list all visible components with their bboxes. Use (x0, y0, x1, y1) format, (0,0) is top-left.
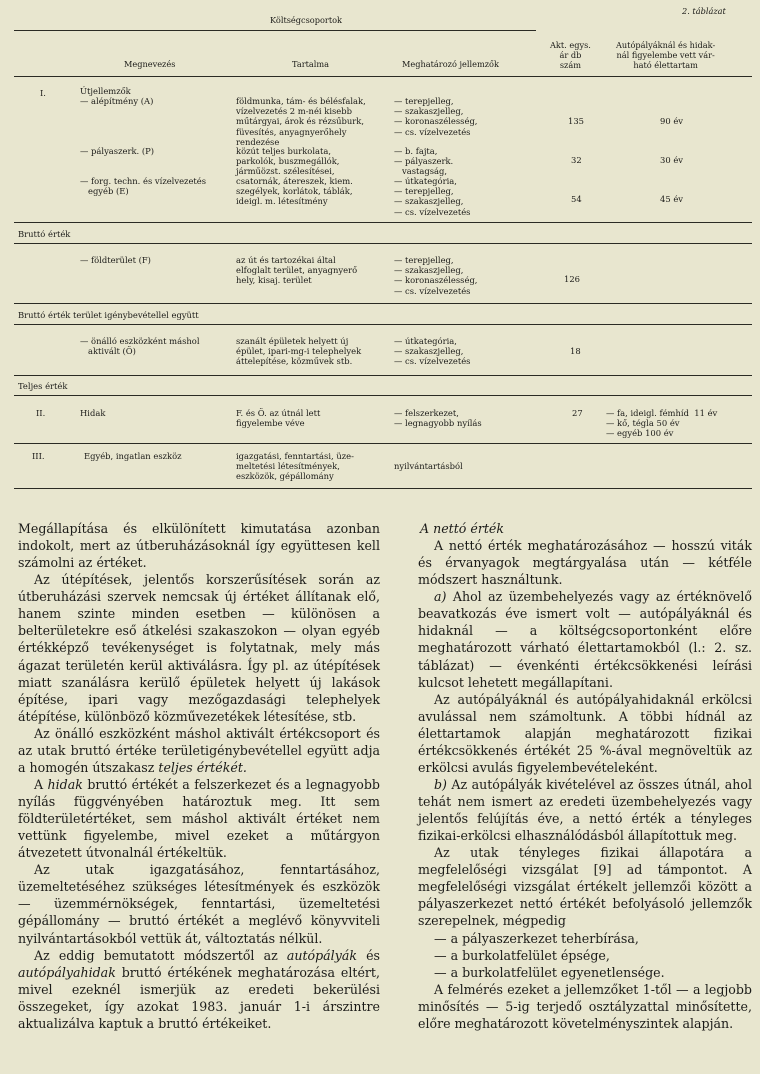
row-o-name: — önálló eszközként máshol aktivált (Ö) (80, 336, 200, 357)
right-paragraph-1: A nettó érték meghatározásához — hosszú viták és érvanyagok megtárgyalása után — kétféle módszert használtunk. (418, 538, 752, 588)
row-p-lifetime: 30 év (660, 155, 684, 165)
roman-numeral-3: III. (32, 451, 45, 461)
right-text-column (418, 520, 752, 1032)
left-paragraph-5: Az utak igazgatásához, fenntartásához, üzemeltetéséhez szükséges létesítmények és eszközök — üzemmérnökségek, fenntartási, üzemeltetési gépállomány — bruttó értékét a meglévő könyvviteli nyilvántartásokból vettük át, változtatás nélkül. (18, 862, 380, 946)
right-paragraph-2 (418, 588, 752, 690)
row-f-count: 126 (564, 274, 580, 284)
row-f-content: az út és tartozékai által elfoglalt terület, anyagnyerő hely, kisaj. terület (236, 255, 358, 286)
row-o-content: szanált épületek helyett új épület, ipari-mg-i telephelyek áttelepítése, közművek stb. (236, 336, 362, 367)
row-label-utjellemzok: Útjellemzők (80, 86, 131, 96)
row-iii-name: Egyéb, ingatlan eszköz (84, 451, 182, 461)
list-item: — a burkolatfelület egyenetlensége. (434, 964, 665, 980)
right-paragraph-2-text: Ahol az üzembehelyezés vagy az értéknövelő beavatkozás éve ismert volt — autópályáknál és hidaknál — a költségcsoportonként előre meghatározott várható élettartamokból (l.: 2. sz. táblázat) — évenkénti értékcsökkenési leírási kulcsot lehetett megállapítani. (418, 589, 752, 690)
row-p-determinants: — b. fajta, — pályaszerk. vastagság, (394, 146, 454, 177)
rule-after-teljes (14, 395, 752, 396)
left-paragraph-3-text: Az önálló eszközként máshol aktivált értékcsoport és az utak bruttó értéke területigénybevétellel együtt adja a homogén útszakasz (18, 725, 380, 775)
row-a-count: 135 (568, 116, 584, 126)
header-col-name: Megnevezés (124, 59, 176, 69)
row-o-determinants: — útkategória, — szakaszjelleg, — cs. vízelvezetés (394, 336, 471, 367)
row-ii-count: 27 (572, 408, 583, 418)
left-paragraph-4-text: bruttó értékét a felszerkezet és a legnagyobb nyílás függvényében határoztuk meg. Itt sem földterületértéket, sem máshol aktivált értéket nem vettünk figyelembe, mivel ezeket a műtárgyon átvezetett útvonalnál értékeltük. (18, 776, 380, 861)
rule-after-brutto (14, 243, 752, 244)
rule-before-teljes (14, 375, 752, 376)
table-bottom-rule (14, 488, 752, 489)
left-paragraph-6-start: Az eddig bemutatott módszertől az (34, 947, 287, 963)
list-item: — a burkolatfelület épsége, (434, 947, 610, 963)
row-p-count: 32 (571, 155, 582, 165)
section-teljes-ertek: Teljes érték (18, 381, 68, 391)
section-title-netto-ertek: A nettó érték (420, 521, 504, 536)
header-bottom-rule (14, 76, 752, 77)
row-e-count: 54 (571, 194, 582, 204)
rule-before-brutto-terulet (14, 303, 752, 304)
right-paragraph-6: A felmérés ezeket a jellemzőket 1-től — a legjobb minősítés — 5-ig terjedő osztályzattal minősítette, előre meghatározott követelményszintek alapján. (418, 981, 752, 1031)
header-col-lifetime: Autópályáknál és hidak- nál figyelembe vett vár- ható élettartam (616, 40, 716, 71)
left-paragraph-4-emphasis: hidak (47, 776, 83, 792)
row-e-name: — forg. techn. és vízelvezetés egyéb (E) (80, 176, 207, 197)
section-brutto-ertek-terulet: Bruttó érték terület igénybevétellel együtt (18, 310, 199, 320)
right-paragraph-5: Az utak tényleges fizikai állapotára a megfelelőségi vizsgálat [9] ad támpontot. A megfelelőségi vizsgálat értékelt jellemzői között a pályaszerkezet nettó értékét befolyásoló jellemzők szerepelnek, mégpedig (418, 845, 752, 929)
row-o-count: 18 (570, 346, 581, 356)
left-paragraph-6 (18, 947, 380, 1032)
section-brutto-ertek: Bruttó érték (18, 229, 71, 239)
left-paragraph-3 (18, 725, 380, 776)
row-iii-determinants: nyilvántartásból (394, 461, 463, 471)
row-ii-lifetime: — fa, ideigl. fémhíd 11 év — kő, tégla 50 év — egyéb 100 év (606, 408, 718, 439)
row-e-determinants: — útkategória, — terepjelleg, — szakaszjelleg, — cs. vízelvezetés (394, 176, 471, 217)
row-f-name: — földterület (F) (80, 255, 151, 265)
row-p-content: közút teljes burkolata, parkolók, buszmegállók, járműözst. szélesítései, (236, 146, 340, 177)
header-col-determinant: Meghatározó jellemzők (402, 59, 499, 69)
header-col-count: Akt. egys. ár db szám (550, 40, 591, 71)
row-ii-determinants: — felszerkezet, — legnagyobb nyílás (394, 408, 482, 429)
row-a-lifetime: 90 év (660, 116, 684, 126)
rule-after-brutto-terulet (14, 324, 752, 325)
header-col-content: Tartalma (292, 59, 330, 69)
row-e-content: csatornák, átereszek, kiem. szegélyek, korlátok, táblák, ideigl. m. létesítmény (236, 176, 353, 207)
roman-numeral-1: I. (40, 88, 46, 98)
left-paragraph-6-emphasis-1: autópályák (286, 947, 357, 963)
right-paragraph-4-text: Az autópályák kivételével az összes útnál, ahol tehát nem ismert az eredeti üzembehelyezés vagy jelentős felújítás éve, a nettó érték a tényleges fizikai-erkölcsi elhasználódásból állapítottuk meg. (418, 776, 752, 844)
left-paragraph-3-emphasis: teljes értékét. (158, 759, 247, 775)
row-ii-content: F. és Ö. az útnál lett figyelembe véve (236, 408, 321, 429)
row-p-name: — pályaszerk. (P) (80, 146, 155, 156)
row-f-determinants: — terepjelleg, — szakaszjelleg, — koronaszélesség, — cs. vízelvezetés (394, 255, 478, 296)
row-iii-content: igazgatási, fenntartási, üze- meltetési létesítmények, eszközök, gépállomány (236, 451, 354, 482)
row-a-determinants: — terepjelleg, — szakaszjelleg, — koronaszélesség, — cs. vízelvezetés (394, 96, 478, 137)
header-top-rule (14, 30, 536, 31)
roman-numeral-2: II. (36, 408, 46, 418)
right-paragraph-4 (418, 776, 752, 844)
left-paragraph-6-middle: és (356, 947, 380, 963)
list-item: — a pályaszerkezet teherbírása, (434, 930, 639, 946)
rule-before-iii (14, 443, 752, 444)
cost-group-table (14, 0, 752, 508)
left-text-column (18, 520, 380, 1032)
table-number: 2. táblázat (682, 6, 726, 16)
left-paragraph-4-start: A (34, 776, 48, 792)
row-e-lifetime: 45 év (660, 194, 684, 204)
row-a-content: földmunka, tám- és bélésfalak, vízelvezetés 2 m-néi kisebb műtárgyai, árok és rézsűburk, füvesítés, anyagnyerőhely rendezése (236, 96, 366, 147)
left-paragraph-1: Megállapítása és elkülönített kimutatása azonban indokolt, mert az útberuházásoknál így együttesen kell számolni az értéket. (18, 521, 380, 571)
left-paragraph-2: Az útépítések, jelentős korszerűsítések során az útberuházási szervek nemcsak új értéket állítanak elő, hanem szinte minden esetben — különösen a belterületekre eső átkelési szakaszokon — olyan egyéb értékképző tevékenységet is folytatnak, mely más ágazat területén kerül aktiválásra. Így pl. az útépítések miatt szanálásra kerülő épületek helyett új lakások építése, ipari vagy mezőgazdasági telephelyek átépítése, különböző közművezetékek létesítése, stb. (18, 572, 380, 724)
left-paragraph-6-emphasis-2: autópályahidak (18, 964, 116, 980)
right-paragraph-4-marker: b) (434, 776, 447, 792)
row-ii-name: Hidak (80, 408, 106, 418)
right-paragraph-2-marker: a) (434, 589, 447, 605)
rule-before-brutto (14, 222, 752, 223)
header-group-title: Költségcsoportok (270, 15, 343, 25)
row-a-name: — alépítmény (A) (80, 96, 154, 106)
left-paragraph-6-end: bruttó értékének meghatározása eltért, mivel ezeknél ismerjük az eredeti bekerülési összegeket, így azokat 1983. január 1-i árszintre aktualizálva kaptuk a bruttó értékeiket. (18, 964, 380, 1031)
left-paragraph-4 (18, 776, 380, 861)
right-paragraph-3: Az autópályáknál és autópályahidaknál erkölcsi avulással nem számoltunk. A többi hídnál az élettartamok alapján meghatározott fizikai értékcsökkenés értékét 25 %-ával megnöveltük az erkölcsi avulás figyelembevételeként. (418, 691, 752, 775)
